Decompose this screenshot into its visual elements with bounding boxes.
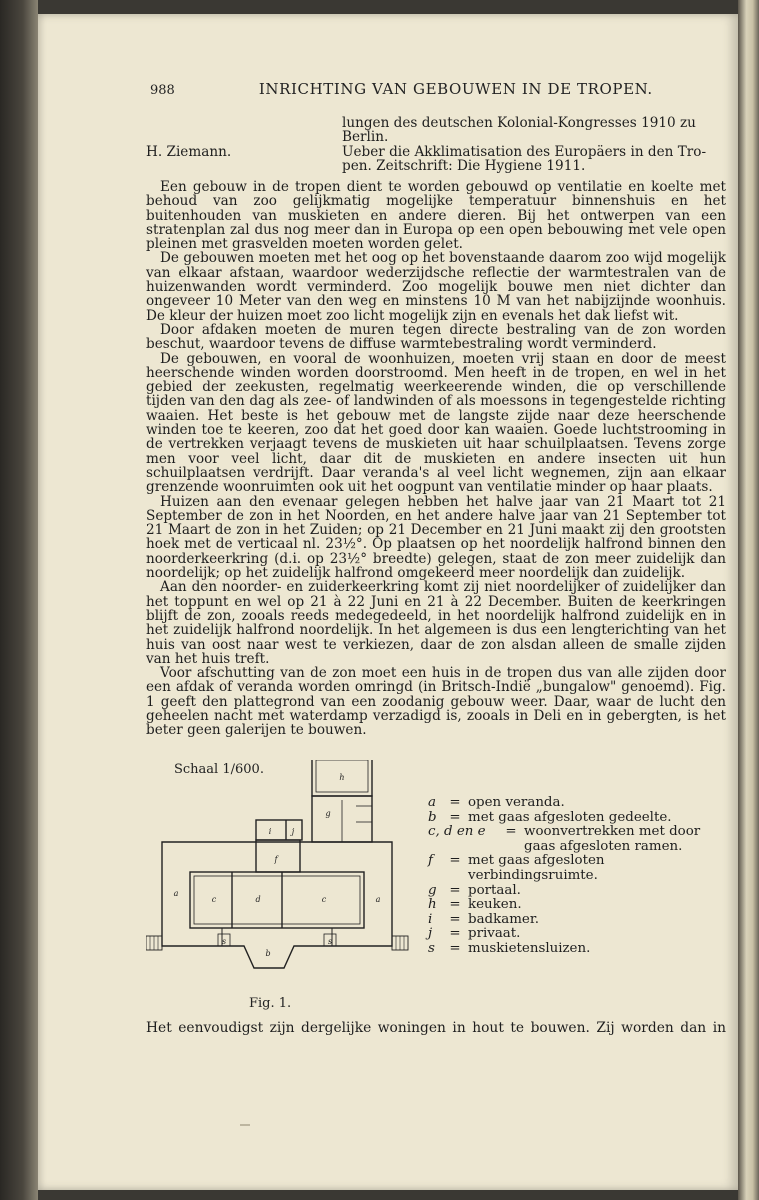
- floor-plan: [146, 760, 416, 990]
- paragraph: De gebouwen, en vooral de woonhuizen, moeten vrij staan en door de meest heerschende winden worden doorstroomd. Men heeft in de tropen, en wel in het gebied der zeekusten, regelmatig weerkeerende winden, die op verschillende tijden van den dag als zee- of landwinden of als moessons in tegengestelde richting waaien. Het beste is het gebouw met de langste zijde naar deze heerschende winden toe te keeren, zoo dat het goed door kan waaien. Goede luchtstrooming in de vertrekken verjaagt tevens de muskieten uit haar schuilplaatsen. Tevens zorge men voor veel licht, daar dit de muskieten en andere insecten uit hun schuilplaatsen verdrijft. Daar veranda's al veel licht wegnemen, zijn aan elkaar grenzende woonruimten ook uit het oogpunt van ventilatie minder op haar plaats.: [146, 350, 726, 496]
- legend-item: g = portaal.: [428, 882, 521, 898]
- paragraph: Voor afschutting van de zon moet een huis in de tropen dus van alle zijden door een afdak of veranda worden omringd (in Britsch-Indië „bungalow" genoemd). Fig. 1 geeft den plattegrond van een zoodanig gebouw weer. Daar, waar de lucht den geheelen nacht met waterdamp verzadigd is, zooals in Deli en in gebergten, is het beter geen galerijen te bouwen.: [146, 665, 726, 739]
- room-label: d: [255, 895, 261, 904]
- reference-line: Berlin.: [342, 129, 389, 146]
- reference-author: H. Ziemann.: [146, 143, 232, 160]
- room-label: a: [375, 895, 381, 904]
- reference-author: [146, 116, 342, 145]
- legend-item: f = met gaas afgesloten verbindingsruimte.: [428, 853, 605, 883]
- running-head: INRICHTING VAN GEBOUWEN IN DE TROPEN.: [258, 80, 653, 98]
- legend-item: h = keuken.: [428, 897, 522, 913]
- reference-item: [146, 145, 726, 174]
- reference-line: lungen des deutschen Kolonial-Kongresses 1910 zu: [342, 115, 696, 131]
- room-label: f: [274, 855, 278, 864]
- room-label: b: [265, 949, 271, 958]
- figure-caption: Fig. 1.: [249, 996, 292, 1011]
- paragraph: Huizen aan den evenaar gelegen hebben het halve jaar van 21 Maart tot 21 September de zon in het Noorden, en het andere halve jaar van 21 September tot 21 Maart de zon in het Zuiden; op 21 December en 21 Juni maakt zij den grootsten hoek met de verticaal nl. 23½°. Op plaatsen op het noordelijk halfrond binnen den noorderkeerkring (d.i. op 23½° breedte) gelegen, staat de zon meer zuidelijk dan noordelijk; op het zuidelijk halfrond omgekeerd meer noordelijk dan zuidelijk.: [146, 493, 726, 582]
- room-label: h: [339, 773, 345, 782]
- scan-left-edge: [0, 0, 38, 1200]
- room-f-outline: [256, 840, 300, 872]
- room-label: j: [291, 827, 295, 836]
- reference-line: Ueber die Akklimatisation des Europäers in den Tro-: [342, 143, 707, 160]
- reference-item: [146, 116, 726, 145]
- book-spine: [738, 0, 759, 1200]
- room-label: s: [327, 937, 333, 946]
- legend-item: i = badkamer.: [428, 911, 540, 927]
- legend-item: s = muskietensluizen.: [428, 940, 591, 956]
- references: [146, 116, 726, 173]
- room-ij-outline: [256, 820, 302, 840]
- room-label: a: [173, 889, 179, 898]
- room-label: s: [221, 937, 227, 946]
- page-number: 988: [150, 83, 175, 98]
- room-label: c: [321, 895, 327, 904]
- closing-line: Het eenvoudigst zijn dergelijke woningen in hout te bouwen. Zij worden dan in: [146, 1020, 726, 1036]
- room-label: c: [211, 895, 217, 904]
- paragraph: De gebouwen moeten met het oog op het bovenstaande daarom zoo wijd mogelijk van elkaar afstaan, waardoor wederzijdsche reflectie der warmtestralen van de huizenwanden wordt verminderd. Zoo mogelijk bouwe men niet dichter dan ongeveer 10 Meter van den weg en minstens 10 M van het nabijzijnde woonhuis. De kleur der huizen moet zoo licht mogelijk zijn en evenals het dak liefst wit.: [146, 250, 726, 324]
- legend-item: a = open veranda.: [428, 795, 565, 810]
- paragraph: Door afdaken moeten de muren tegen directe bestraling van de zon worden beschut, waardoor tevens de diffuse warmtebestraling wordt verminderd.: [146, 321, 726, 353]
- page-mark: [240, 1124, 250, 1126]
- figure-legend: [428, 796, 728, 957]
- room-label: i: [268, 827, 272, 836]
- room-label: g: [325, 809, 331, 818]
- legend-item: b = met gaas afgesloten gedeelte.: [428, 809, 672, 825]
- figure-scale: Schaal 1/600.: [174, 762, 264, 777]
- reference-line: pen. Zeitschrift: Die Hygiene 1911.: [342, 157, 586, 174]
- body-text: [146, 180, 726, 738]
- figure-1: [146, 760, 726, 1025]
- legend-item: c, d en e = woonvertrekken met door gaas afgesloten ramen.: [428, 824, 701, 854]
- legend-item: j = privaat.: [428, 926, 521, 942]
- page-header: [150, 80, 710, 98]
- paragraph: Aan den noorder- en zuiderkeerkring komt zij niet noordelijker of zuidelijker dan het toppunt en wel op 21 à 22 Juni en 21 à 22 December. Buiten de keerkringen blijft de zon, zooals reeds medegedeeld, in het noordelijk halfrond zuidelijk en in het zuidelijk halfrond noordelijk. In het algemeen is dus een lengterichting van het huis van oost naar west te verkiezen, daar de zon alsdan alleen de smalle zijden van het huis treft.: [146, 579, 726, 667]
- paragraph: Een gebouw in de tropen dient te worden gebouwd op ventilatie en koelte met behoud van zoo gelijkmatig mogelijke temperatuur binnenshuis en het buitenhouden van muskieten en andere dieren. Bij het ontwerpen van een stratenplan zal dus nog meer dan in Europa op een open bebouwing met vele open pleinen met grasvelden moeten worden gelet.: [146, 179, 726, 253]
